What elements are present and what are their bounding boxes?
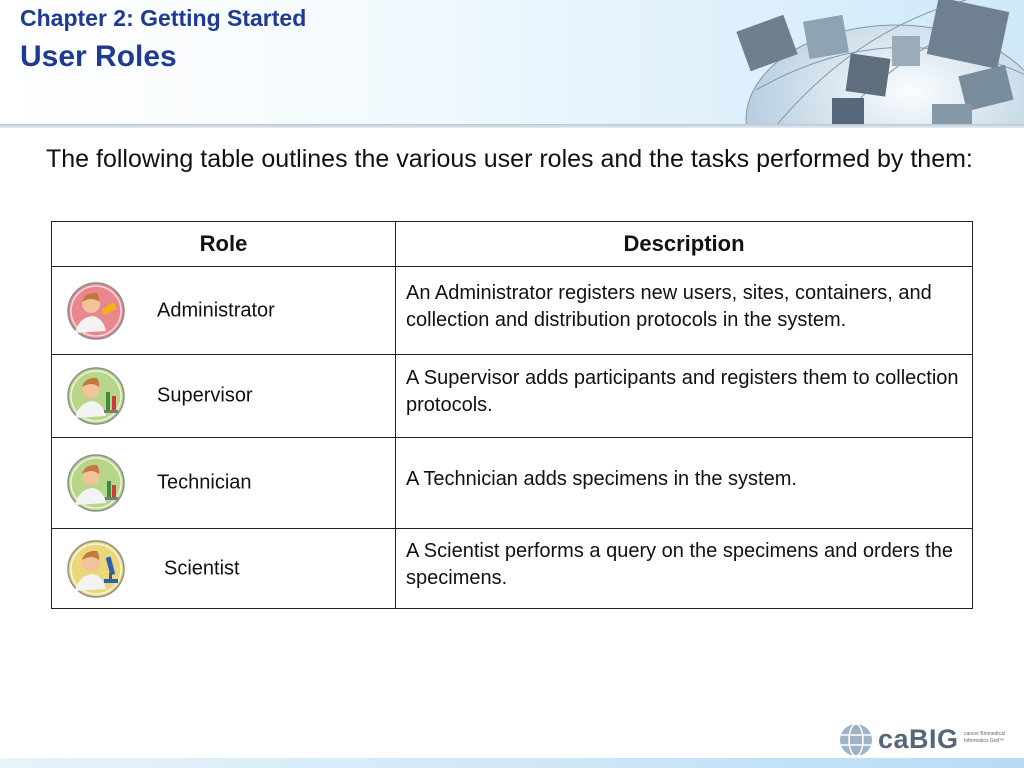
supervisor-avatar-icon bbox=[66, 366, 126, 426]
globe-decoration-icon bbox=[736, 0, 1024, 126]
intro-text: The following table outlines the various user roles and the tasks performed by them: bbox=[46, 145, 973, 173]
role-name: Supervisor bbox=[157, 384, 253, 407]
user-roles-table bbox=[51, 221, 973, 609]
role-name: Scientist bbox=[164, 557, 240, 579]
scientist-avatar-icon bbox=[66, 539, 126, 599]
administrator-avatar-icon bbox=[66, 281, 126, 341]
table-header-row bbox=[52, 222, 973, 267]
table-row-administrator bbox=[52, 267, 973, 355]
description-column-header: Description bbox=[396, 222, 973, 267]
table-row-technician bbox=[52, 438, 973, 529]
table-row-supervisor bbox=[52, 355, 973, 438]
chapter-title: Chapter 2: Getting Started bbox=[20, 5, 307, 31]
role-name: Technician bbox=[157, 471, 252, 494]
header-divider bbox=[0, 124, 1024, 128]
header-banner bbox=[0, 0, 1024, 126]
role-description: A Supervisor adds participants and registers them to collection protocols. bbox=[396, 355, 973, 438]
role-description: An Administrator registers new users, sites, containers, and collection and distribution protocols in the system. bbox=[396, 267, 973, 355]
logo-tagline: cancer Biomedical Informatics Grid™ bbox=[964, 731, 1005, 744]
role-cell bbox=[52, 529, 396, 609]
role-description: A Scientist performs a query on the specimens and orders the specimens. bbox=[396, 529, 973, 609]
role-description: A Technician adds specimens in the system. bbox=[396, 438, 973, 529]
role-cell bbox=[52, 267, 396, 355]
role-name: Administrator bbox=[157, 299, 275, 321]
cabig-globe-icon bbox=[838, 722, 876, 758]
role-cell bbox=[52, 355, 396, 438]
role-cell bbox=[52, 438, 396, 529]
footer-band bbox=[0, 758, 1024, 768]
logo-wordmark: caBIG bbox=[878, 724, 959, 754]
table-row-scientist bbox=[52, 529, 973, 609]
technician-avatar-icon bbox=[66, 453, 126, 513]
role-column-header: Role bbox=[52, 222, 396, 267]
cabig-logo bbox=[838, 722, 1018, 758]
page-title: User Roles bbox=[20, 40, 177, 73]
